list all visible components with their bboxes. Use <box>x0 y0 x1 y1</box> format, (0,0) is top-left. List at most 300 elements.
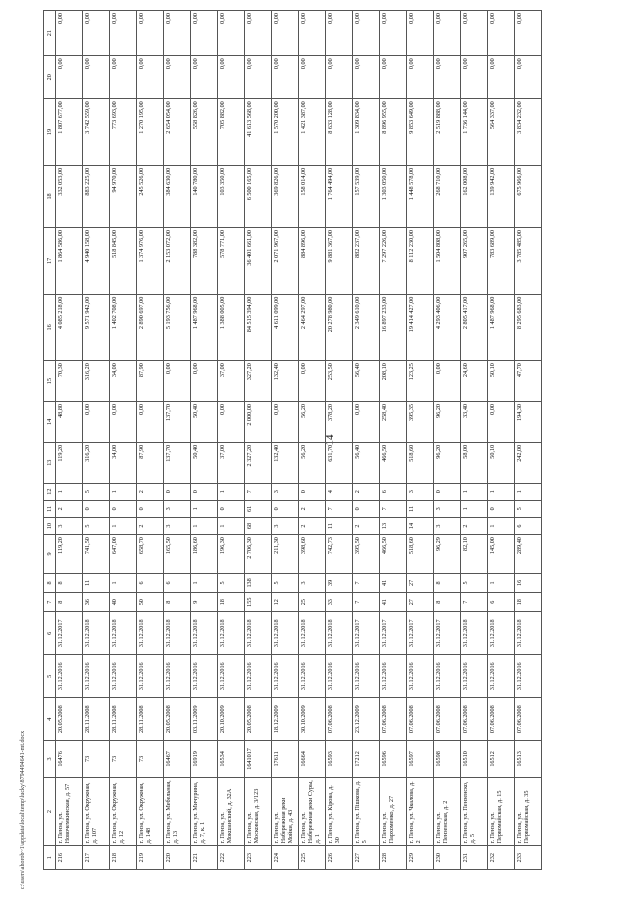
table-cell: 0,00 <box>245 56 272 99</box>
table-cell: 0,00 <box>380 11 407 56</box>
table-cell: 0,00 <box>407 56 434 99</box>
table-cell: 31.12.2016 <box>434 655 461 698</box>
table-cell: 24,60 <box>461 361 488 402</box>
column-number-row <box>44 11 56 870</box>
table-cell: 31.12.2018 <box>326 612 353 655</box>
table-cell: 1 736 144,00 <box>461 99 488 166</box>
table-cell: 1 309 834,00 <box>353 99 380 166</box>
table-cell: 8 295 683,00 <box>515 294 542 361</box>
table-cell: 2 <box>461 517 488 534</box>
table-cell: 0,00 <box>488 401 515 442</box>
table-cell: 28.11.2008 <box>137 698 164 741</box>
table-cell: 17611 <box>272 741 299 778</box>
table-cell: 19 414 427,00 <box>407 294 434 361</box>
register-table-wrapper <box>43 10 593 870</box>
table-cell: 96,20 <box>434 442 461 483</box>
table-cell: 3 <box>56 517 83 534</box>
table-cell: 5 193 756,00 <box>164 294 191 361</box>
table-cell: 18.12.2009 <box>272 698 299 741</box>
table-cell: 1 421 387,00 <box>299 99 326 166</box>
table-cell: 216 <box>56 846 83 870</box>
table-cell: 1 <box>110 483 137 500</box>
table-cell: 1 270 195,00 <box>137 99 164 166</box>
table-row <box>218 11 245 870</box>
table-cell: 41 <box>380 573 407 592</box>
table-row <box>299 11 326 870</box>
table-cell: 3 742 559,00 <box>83 99 110 166</box>
table-cell: 2 <box>353 517 380 534</box>
table-cell: 658,70 <box>137 535 164 574</box>
table-cell: 0,00 <box>515 56 542 99</box>
table-cell: 31.12.2016 <box>83 655 110 698</box>
table-cell: 07.06.2008 <box>488 698 515 741</box>
table-cell: 07.06.2008 <box>380 698 407 741</box>
column-number: 17 <box>44 228 56 295</box>
table-cell: 0,00 <box>434 11 461 56</box>
table-cell: 5 <box>83 517 110 534</box>
table-cell: 578 771,00 <box>218 228 245 295</box>
table-cell: 56,40 <box>353 361 380 402</box>
table-row <box>83 11 110 870</box>
table-cell: 3 785 485,00 <box>515 228 542 295</box>
table-cell: 0,00 <box>191 56 218 99</box>
table-cell: 37,00 <box>218 361 245 402</box>
table-cell: 119,20 <box>56 535 83 574</box>
table-cell: 31.12.2017 <box>380 612 407 655</box>
table-cell: 0,00 <box>56 56 83 99</box>
table-cell: 0,00 <box>299 11 326 56</box>
table-cell: 0,00 <box>299 361 326 402</box>
table-cell: 231 <box>461 846 488 870</box>
table-row <box>110 11 137 870</box>
table-cell: 4 085 218,00 <box>56 294 83 361</box>
table-cell: 48,80 <box>56 401 83 442</box>
table-cell: 226 <box>326 846 353 870</box>
table-cell: 1 487 968,00 <box>488 294 515 361</box>
table-cell: 31.12.2017 <box>407 612 434 655</box>
table-cell: 41 <box>380 593 407 612</box>
table-cell: 5 <box>83 483 110 500</box>
table-cell: 119,20 <box>56 442 83 483</box>
table-row <box>434 11 461 870</box>
table-cell: 56,40 <box>353 442 380 483</box>
table-cell: 34,00 <box>110 361 137 402</box>
table-cell: 73 <box>110 741 137 778</box>
table-cell: 0,00 <box>137 11 164 56</box>
table-cell: 18 <box>218 593 245 612</box>
table-cell: 8 <box>434 573 461 592</box>
table-cell: 4 <box>326 483 353 500</box>
table-cell: 518,60 <box>407 535 434 574</box>
table-cell: 140 780,00 <box>191 165 218 227</box>
table-cell: 2 890 697,00 <box>137 294 164 361</box>
table-cell: 31.12.2018 <box>218 612 245 655</box>
table-cell: 31.12.2018 <box>83 612 110 655</box>
table-cell: 16596 <box>380 741 407 778</box>
table-row <box>245 11 272 870</box>
table-cell: 2 <box>299 517 326 534</box>
table-cell: 31.12.2016 <box>407 655 434 698</box>
column-number: 16 <box>44 294 56 361</box>
table-cell: 31.12.2017 <box>56 612 83 655</box>
table-row <box>461 11 488 870</box>
table-row <box>137 11 164 870</box>
table-cell: 07.06.2008 <box>515 698 542 741</box>
table-cell: 1 448 578,00 <box>407 165 434 227</box>
address-cell: г. Пенза, ул. Мокшанский, д. 32А <box>218 777 245 846</box>
column-number: 14 <box>44 401 56 442</box>
table-cell: 227 <box>353 846 380 870</box>
table-cell: 1 402 708,00 <box>110 294 137 361</box>
table-cell: 14 <box>407 517 434 534</box>
table-cell: 0 <box>137 500 164 517</box>
table-cell: 0,00 <box>191 11 218 56</box>
table-cell: 228 <box>380 846 407 870</box>
table-cell: 132,40 <box>272 442 299 483</box>
table-cell: 0,00 <box>326 56 353 99</box>
table-cell: 31.12.2018 <box>272 612 299 655</box>
table-cell: 1641017 <box>245 741 272 778</box>
table-cell: 6 <box>515 517 542 534</box>
table-cell: 332 053,00 <box>56 165 83 227</box>
table-cell: 6 <box>137 573 164 592</box>
table-cell: 0 <box>110 500 137 517</box>
table-cell: 39 <box>326 573 353 592</box>
table-cell: 0,00 <box>218 11 245 56</box>
table-cell: 0,00 <box>299 56 326 99</box>
table-cell: 647,00 <box>110 535 137 574</box>
table-cell: 9 571 942,00 <box>83 294 110 361</box>
table-cell: 518 845,00 <box>110 228 137 295</box>
table-cell: 218 <box>110 846 137 870</box>
table-cell: 50,10 <box>488 442 515 483</box>
table-cell: 84 515 394,00 <box>245 294 272 361</box>
table-cell: 30.10.2009 <box>299 698 326 741</box>
table-cell: 0,00 <box>326 11 353 56</box>
table-cell: 20.05.2008 <box>56 698 83 741</box>
table-cell: 7 <box>380 500 407 517</box>
table-cell: 31.12.2016 <box>353 655 380 698</box>
address-cell: г. Пенза, ул. Первомайская, д. 15 <box>488 777 515 846</box>
table-cell: 1 303 050,00 <box>380 165 407 227</box>
table-cell: 50,40 <box>191 442 218 483</box>
table-cell: 0,00 <box>245 11 272 56</box>
table-cell: 217 <box>83 846 110 870</box>
table-cell: 50,40 <box>191 401 218 442</box>
table-cell: 157 539,00 <box>353 165 380 227</box>
table-cell: 1 <box>461 500 488 517</box>
table-cell: 0,00 <box>434 361 461 402</box>
table-cell: 31.12.2018 <box>191 612 218 655</box>
column-number: 3 <box>44 741 56 778</box>
address-cell: г. Пенза, ул. Пензенско, д. 5 <box>461 777 488 846</box>
column-number: 18 <box>44 165 56 227</box>
table-cell: 5 <box>515 500 542 517</box>
column-number: 19 <box>44 99 56 166</box>
table-cell: 0,00 <box>83 56 110 99</box>
table-cell: 7 <box>353 573 380 592</box>
table-cell: 33 <box>326 593 353 612</box>
table-cell: 223 <box>245 846 272 870</box>
table-cell: 518,60 <box>407 442 434 483</box>
table-cell: 2 000,00 <box>245 401 272 442</box>
table-cell: 31.12.2016 <box>488 655 515 698</box>
table-cell: 7 <box>353 593 380 612</box>
table-cell: 94 970,00 <box>110 165 137 227</box>
table-cell: 0,00 <box>272 11 299 56</box>
table-cell: 11 <box>83 573 110 592</box>
table-cell: 466,50 <box>380 442 407 483</box>
table-cell: 31.12.2016 <box>515 655 542 698</box>
table-cell: 16664 <box>299 741 326 778</box>
table-cell: 316,20 <box>83 442 110 483</box>
table-cell: 5 <box>218 573 245 592</box>
table-row <box>488 11 515 870</box>
table-cell: 0,00 <box>407 11 434 56</box>
table-cell: 27 <box>407 593 434 612</box>
table-cell: 28.11.2008 <box>110 698 137 741</box>
table-cell: 31.12.2017 <box>434 612 461 655</box>
table-cell: 139 942,00 <box>488 165 515 227</box>
table-cell: 16 897 233,00 <box>380 294 407 361</box>
table-cell: 196,30 <box>218 535 245 574</box>
table-row <box>515 11 542 870</box>
table-cell: 33,40 <box>461 401 488 442</box>
column-number: 4 <box>44 698 56 741</box>
table-cell: 186,60 <box>191 535 218 574</box>
table-cell: 8 <box>56 573 83 592</box>
table-cell: 220 <box>164 846 191 870</box>
table-cell: 158 014,00 <box>299 165 326 227</box>
table-cell: 398,60 <box>299 535 326 574</box>
table-cell: 0,00 <box>56 11 83 56</box>
table-cell: 31.12.2016 <box>56 655 83 698</box>
table-cell: 16512 <box>488 741 515 778</box>
table-cell: 17212 <box>353 741 380 778</box>
table-cell: 18 <box>515 593 542 612</box>
table-cell: 31.12.2016 <box>191 655 218 698</box>
table-cell: 1 504 808,00 <box>434 228 461 295</box>
table-cell: 253,50 <box>326 361 353 402</box>
table-cell: 137,70 <box>164 442 191 483</box>
table-cell: 705 882,00 <box>218 99 245 166</box>
table-cell: 1 <box>488 517 515 534</box>
table-cell: 0 <box>272 500 299 517</box>
table-cell: 16513 <box>515 741 542 778</box>
table-cell: 675 966,00 <box>515 165 542 227</box>
table-cell: 2 <box>56 500 83 517</box>
table-cell: 31.12.2016 <box>326 655 353 698</box>
table-cell: 0 <box>218 500 245 517</box>
table-cell: 0 <box>434 483 461 500</box>
table-cell: 8 <box>164 593 191 612</box>
column-number: 13 <box>44 442 56 483</box>
column-number: 15 <box>44 361 56 402</box>
table-cell: 31.12.2018 <box>488 612 515 655</box>
table-cell: 194,30 <box>515 401 542 442</box>
column-number: 21 <box>44 11 56 56</box>
table-cell: 882 237,00 <box>353 228 380 295</box>
table-cell: 4 293 406,00 <box>434 294 461 361</box>
table-cell: 87,90 <box>137 442 164 483</box>
table-cell: 56,20 <box>299 401 326 442</box>
column-number: 7 <box>44 593 56 612</box>
table-cell: 3 <box>272 517 299 534</box>
table-cell: 1 764 494,00 <box>326 165 353 227</box>
address-cell: г. Пенза, ул. Московская, д. 3/123 <box>245 777 272 846</box>
table-cell: 258,40 <box>380 401 407 442</box>
table-cell: 1 374 976,00 <box>137 228 164 295</box>
table-cell: 37,00 <box>218 442 245 483</box>
table-cell: 31.12.2016 <box>461 655 488 698</box>
table-cell: 564 337,00 <box>488 99 515 166</box>
table-cell: 07.06.2008 <box>434 698 461 741</box>
table-cell: 5 <box>272 573 299 592</box>
table-cell: 07.06.2008 <box>461 698 488 741</box>
table-cell: 1 <box>488 573 515 592</box>
table-cell: 1 <box>110 517 137 534</box>
table-row <box>191 11 218 870</box>
table-row <box>56 11 83 870</box>
table-cell: 1 <box>461 483 488 500</box>
table-cell: 165,50 <box>164 535 191 574</box>
table-cell: 395,35 <box>407 401 434 442</box>
table-cell: 0 <box>83 500 110 517</box>
table-cell: 132,40 <box>272 361 299 402</box>
table-cell: 558 826,00 <box>191 99 218 166</box>
column-number: 6 <box>44 612 56 655</box>
table-cell: 16534 <box>218 741 245 778</box>
table-cell: 16598 <box>434 741 461 778</box>
table-cell: 883 225,00 <box>83 165 110 227</box>
table-cell: 327,20 <box>245 361 272 402</box>
table-cell: 2 071 967,00 <box>272 228 299 295</box>
table-cell: 11 <box>326 517 353 534</box>
table-cell: 31.12.2017 <box>353 612 380 655</box>
table-cell: 96,20 <box>434 401 461 442</box>
table-cell: 3 <box>272 483 299 500</box>
table-cell: 31.12.2018 <box>164 612 191 655</box>
table-cell: 82,10 <box>461 535 488 574</box>
table-cell: 2 654 054,00 <box>164 99 191 166</box>
table-cell: 8 896 955,00 <box>380 99 407 166</box>
table-cell: 31.12.2018 <box>515 612 542 655</box>
table-cell: 1 864 586,00 <box>56 228 83 295</box>
table-cell: 268 710,00 <box>434 165 461 227</box>
table-cell: 378,20 <box>326 401 353 442</box>
table-cell: 40 <box>110 593 137 612</box>
table-cell: 07.06.2008 <box>407 698 434 741</box>
table-cell: 16467 <box>164 741 191 778</box>
table-cell: 31.12.2016 <box>110 655 137 698</box>
table-cell: 3 <box>434 517 461 534</box>
table-cell: 16 <box>515 573 542 592</box>
table-cell: 138 <box>245 573 272 592</box>
table-cell: 12 <box>272 593 299 612</box>
table-cell: 73 <box>137 741 164 778</box>
table-cell: 31.12.2018 <box>137 612 164 655</box>
table-cell: 773 693,00 <box>110 99 137 166</box>
table-cell: 8 112 230,00 <box>407 228 434 295</box>
table-cell: 31.12.2016 <box>299 655 326 698</box>
table-cell: 2 519 888,00 <box>434 99 461 166</box>
table-cell: 23.12.2009 <box>353 698 380 741</box>
address-cell: г. Пенза, ул. Набережная реки Мойки, д. 43 <box>272 777 299 846</box>
table-cell: 1 <box>191 517 218 534</box>
table-row <box>326 11 353 870</box>
table-cell: 211,30 <box>272 535 299 574</box>
table-cell: 369 826,00 <box>272 165 299 227</box>
table-cell: 225 <box>299 846 326 870</box>
table-cell: 7 <box>461 593 488 612</box>
table-cell: 0,00 <box>191 361 218 402</box>
table-cell: 8 <box>56 593 83 612</box>
table-cell: 0,00 <box>164 56 191 99</box>
table-cell: 25 <box>299 593 326 612</box>
table-cell: 9 <box>191 593 218 612</box>
table-cell: 0,00 <box>83 401 110 442</box>
table-cell: 7 297 226,00 <box>380 228 407 295</box>
table-cell: 2 <box>137 483 164 500</box>
address-cell: г. Пенза, ул. Мичурина, д. 7, к. 1 <box>191 777 218 846</box>
table-cell: 788 382,00 <box>191 228 218 295</box>
table-cell: 162 008,00 <box>461 165 488 227</box>
table-cell: 742,73 <box>326 535 353 574</box>
table-cell: 0,00 <box>110 401 137 442</box>
table-cell: 7 <box>245 483 272 500</box>
table-row <box>380 11 407 870</box>
table-cell: 56,20 <box>299 442 326 483</box>
table-cell: 466,50 <box>380 535 407 574</box>
address-cell: г. Пенза, ул. Окружная, д. 148 <box>137 777 164 846</box>
table-cell: 0,00 <box>110 11 137 56</box>
table-cell: 1 <box>191 500 218 517</box>
table-cell: 31.12.2018 <box>110 612 137 655</box>
register-table-body <box>44 11 542 870</box>
address-cell: г. Пенза, ул. Первомайская, д. 35 <box>515 777 542 846</box>
table-cell: 123,25 <box>407 361 434 402</box>
table-cell: 1 <box>515 483 542 500</box>
table-cell: 31.12.2016 <box>137 655 164 698</box>
table-cell: 47,70 <box>515 361 542 402</box>
table-cell: 2 153 072,00 <box>164 228 191 295</box>
register-table <box>43 10 542 870</box>
address-cell: г. Пенза, ул. Пензенская, д. 2 <box>434 777 461 846</box>
column-number: 2 <box>44 777 56 846</box>
table-cell: 1 487 968,00 <box>191 294 218 361</box>
table-cell: 1 <box>218 483 245 500</box>
column-number: 11 <box>44 500 56 517</box>
table-row <box>407 11 434 870</box>
table-cell: 222 <box>218 846 245 870</box>
table-cell: 3 <box>407 483 434 500</box>
table-row <box>272 11 299 870</box>
table-cell: 884 896,00 <box>299 228 326 295</box>
table-cell: 242,00 <box>515 442 542 483</box>
table-cell: 0,00 <box>218 56 245 99</box>
table-cell: 16919 <box>191 741 218 778</box>
table-cell: 0 <box>488 500 515 517</box>
table-cell: 137,70 <box>164 401 191 442</box>
table-cell: 3 <box>164 500 191 517</box>
table-cell: 3 <box>164 517 191 534</box>
table-cell: 27 <box>407 573 434 592</box>
table-cell: 2 706,30 <box>245 535 272 574</box>
table-cell: 20 278 980,00 <box>326 294 353 361</box>
table-cell: 61 <box>245 500 272 517</box>
table-cell: 50 <box>137 593 164 612</box>
table-cell: 16597 <box>407 741 434 778</box>
